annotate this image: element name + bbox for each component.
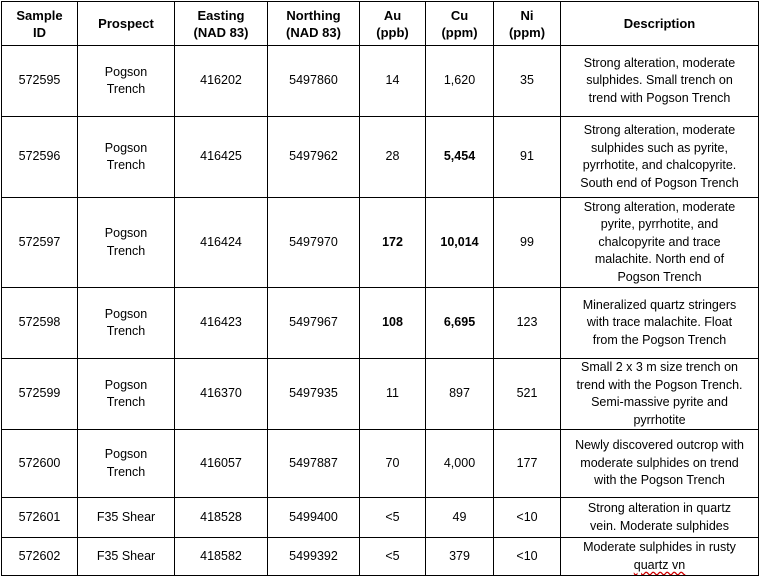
sample-id-cell: 572599: [2, 359, 78, 430]
table-row: [2, 538, 759, 576]
cu-cell: 379: [426, 538, 494, 576]
cu-cell: 5,454: [426, 117, 494, 198]
northing-cell: 5499392: [268, 538, 360, 576]
ni-cell: 521: [494, 359, 561, 430]
cu-cell: 6,695: [426, 288, 494, 359]
easting-cell: 416425: [175, 117, 268, 198]
cu-cell: 49: [426, 498, 494, 538]
northing-cell: 5497887: [268, 430, 360, 498]
header-cu: Cu (ppm): [426, 2, 494, 46]
au-cell: 108: [360, 288, 426, 359]
au-cell: 172: [360, 198, 426, 288]
northing-cell: 5497962: [268, 117, 360, 198]
au-cell: <5: [360, 538, 426, 576]
table-row: [2, 117, 759, 198]
prospect-cell: Pogson Trench: [78, 198, 175, 288]
cu-cell: 10,014: [426, 198, 494, 288]
table-row: [2, 288, 759, 359]
easting-cell: 416202: [175, 46, 268, 117]
prospect-cell: Pogson Trench: [78, 117, 175, 198]
header-au: Au (ppb): [360, 2, 426, 46]
cu-cell: 1,620: [426, 46, 494, 117]
prospect-cell: F35 Shear: [78, 498, 175, 538]
description-cell: Mineralized quartz stringers with trace malachite. Float from the Pogson Trench: [561, 288, 759, 359]
sample-id-cell: 572602: [2, 538, 78, 576]
au-cell: 14: [360, 46, 426, 117]
ni-cell: 99: [494, 198, 561, 288]
sample-id-cell: 572600: [2, 430, 78, 498]
table-row: [2, 498, 759, 538]
prospect-cell: F35 Shear: [78, 538, 175, 576]
table-row: [2, 198, 759, 288]
au-cell: <5: [360, 498, 426, 538]
description-cell: Strong alteration in quartz vein. Moderate sulphides: [561, 498, 759, 538]
prospect-cell: Pogson Trench: [78, 46, 175, 117]
easting-cell: 416423: [175, 288, 268, 359]
header-prospect: Prospect: [78, 2, 175, 46]
header-row: [2, 2, 759, 46]
northing-cell: 5497860: [268, 46, 360, 117]
sample-id-cell: 572598: [2, 288, 78, 359]
easting-cell: 416424: [175, 198, 268, 288]
ni-cell: <10: [494, 538, 561, 576]
cu-cell: 897: [426, 359, 494, 430]
au-cell: 28: [360, 117, 426, 198]
easting-cell: 416057: [175, 430, 268, 498]
sample-id-cell: 572595: [2, 46, 78, 117]
description-cell: Small 2 x 3 m size trench on trend with the Pogson Trench. Semi-massive pyrite and pyrrhotite: [561, 359, 759, 430]
sample-results-table: [1, 1, 759, 576]
header-description: Description: [561, 2, 759, 46]
ni-cell: 177: [494, 430, 561, 498]
header-sample-id: Sample ID: [2, 2, 78, 46]
easting-cell: 418582: [175, 538, 268, 576]
prospect-cell: Pogson Trench: [78, 288, 175, 359]
sample-id-cell: 572601: [2, 498, 78, 538]
description-cell: Newly discovered outcrop with moderate sulphides on trend with the Pogson Trench: [561, 430, 759, 498]
header-easting: Easting (NAD 83): [175, 2, 268, 46]
northing-cell: 5497935: [268, 359, 360, 430]
description-cell: Strong alteration, moderate pyrite, pyrrhotite, and chalcopyrite and trace malachite. North end of Pogson Trench: [561, 198, 759, 288]
table-row: [2, 46, 759, 117]
sample-id-cell: 572596: [2, 117, 78, 198]
northing-cell: 5497967: [268, 288, 360, 359]
ni-cell: <10: [494, 498, 561, 538]
ni-cell: 123: [494, 288, 561, 359]
cu-cell: 4,000: [426, 430, 494, 498]
northing-cell: 5497970: [268, 198, 360, 288]
header-northing: Northing (NAD 83): [268, 2, 360, 46]
description-cell: Strong alteration, moderate sulphides. Small trench on trend with Pogson Trench: [561, 46, 759, 117]
ni-cell: 91: [494, 117, 561, 198]
header-ni: Ni (ppm): [494, 2, 561, 46]
northing-cell: 5499400: [268, 498, 360, 538]
description-cell: Strong alteration, moderate sulphides such as pyrite, pyrrhotite, and chalcopyrite. South end of Pogson Trench: [561, 117, 759, 198]
prospect-cell: Pogson Trench: [78, 430, 175, 498]
ni-cell: 35: [494, 46, 561, 117]
prospect-cell: Pogson Trench: [78, 359, 175, 430]
easting-cell: 416370: [175, 359, 268, 430]
easting-cell: 418528: [175, 498, 268, 538]
description-cell: Moderate sulphides in rusty quartz vn: [561, 538, 759, 576]
au-cell: 70: [360, 430, 426, 498]
table-row: [2, 430, 759, 498]
sample-id-cell: 572597: [2, 198, 78, 288]
table-row: [2, 359, 759, 430]
au-cell: 11: [360, 359, 426, 430]
